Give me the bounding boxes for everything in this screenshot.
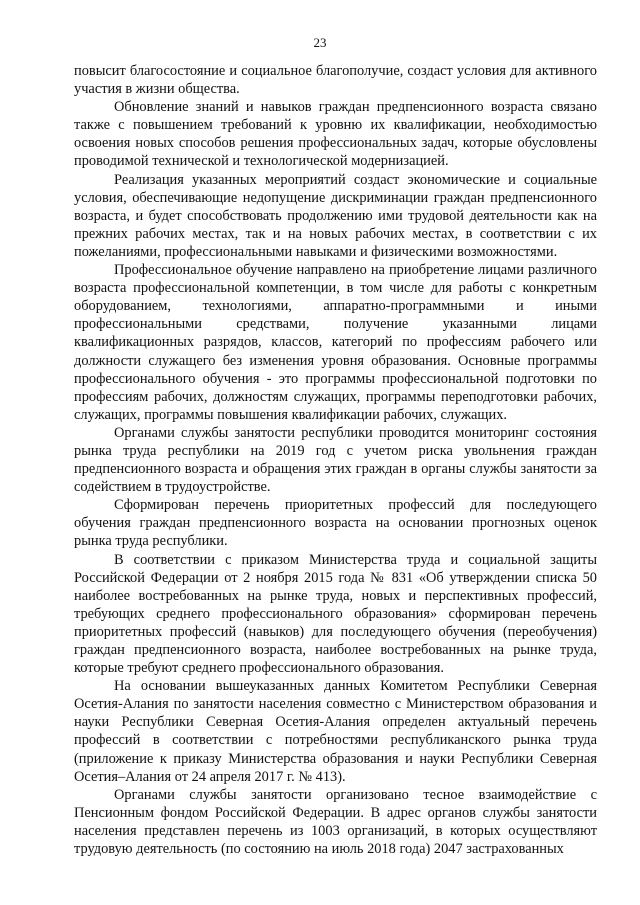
paragraph: Органами службы занятости организовано тесное взаимодействие с Пенсионным фондом Российской Федерации. В адрес органов службы занятости населения представлен перечень из 1003 организаций, в которых осуществляют трудовую деятельность (по состоянию на июль 2018 года) 2047 застрахованных bbox=[74, 786, 597, 858]
paragraph: Реализация указанных мероприятий создаст экономические и социальные условия, обеспечивающие недопущение дискриминации граждан предпенсионного возраста, и будет способствовать продолжению ими трудовой деятельности как на прежних рабочих местах, так и на новых рабочих местах, в соответствии с их пожеланиями, профессиональными навыками и физическими возможностями. bbox=[74, 171, 597, 260]
paragraph: Сформирован перечень приоритетных профессий для последующего обучения граждан предпенсионного возраста на основании прогнозных оценок рынка труда республики. bbox=[74, 497, 597, 550]
paragraph: В соответствии с приказом Министерства труда и социальной защиты Российской Федерации от 2 ноября 2015 года № 831 «Об утверждении списка 50 наиболее востребованных на рынке труда, новых и перспективных профессий, требующих среднего профессионального образования» сформирован перечень приоритетных профессий (навыков) для последующего обучения (переобучения) граждан предпенсионного возраста, наиболее востребованных на рынке труда, которые требуют среднего профессионального образования. bbox=[74, 551, 597, 677]
paragraph: Обновление знаний и навыков граждан предпенсионного возраста связано также с повышением требований к уровню их квалификации, необходимостью освоения новых способов решения профессиональных задач, которые обусловлены проводимой технической и технологической модернизацией. bbox=[74, 99, 597, 170]
paragraph: Профессиональное обучение направлено на приобретение лицами различного возраста профессиональной компетенции, в том числе для работы с конкретным оборудованием, технологиями, аппаратно-программными и иными профессиональными средствами, получение указанными лицами квалификационных разрядов, классов, категорий по профессиям рабочего или должности служащего без изменения уровня образования. Основные программы профессионального обучения - это программы профессиональной подготовки по профессиям рабочих, должностям служащих, программы переподготовки рабочих, служащих, программы повышения квалификации рабочих, служащих. bbox=[74, 262, 597, 423]
page-number: 23 bbox=[313, 35, 327, 50]
body-text bbox=[74, 62, 597, 858]
paragraph: Органами службы занятости республики проводится мониторинг состояния рынка труда республики на 2019 год с учетом риска увольнения граждан предпенсионного возраста и обращения этих граждан в органы службы занятости за содействием в трудоустройстве. bbox=[74, 424, 597, 496]
paragraph: повысит благосостояние и социальное благополучие, создаст условия для активного участия в жизни общества. bbox=[74, 63, 597, 98]
paragraph: На основании вышеуказанных данных Комитетом Республики Северная Осетия-Алания по занятости населения совместно с Министерством образования и науки Республики Северная Осетия-Алания определен актуальный перечень профессий в соответствии с потребностями республиканского рынка труда (приложение к приказу Министерства образования и науки Республики Северная Осетия–Алания от 24 апреля 2017 г. № 413). bbox=[74, 678, 597, 785]
